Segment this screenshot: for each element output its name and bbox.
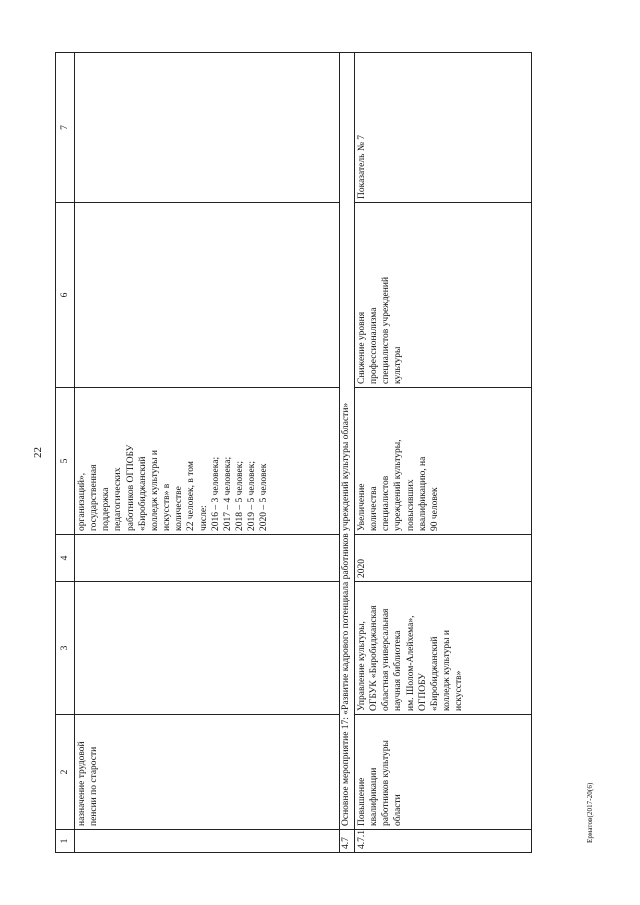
cell-consequences bbox=[75, 203, 340, 388]
header-col-2: 2 bbox=[56, 715, 75, 830]
table-row-continued bbox=[75, 53, 340, 853]
header-col-5: 5 bbox=[56, 388, 75, 535]
header-col-4: 4 bbox=[56, 535, 75, 582]
header-row bbox=[56, 53, 75, 853]
header-col-1: 1 bbox=[56, 830, 75, 853]
cell-executor bbox=[75, 582, 340, 715]
cell-measure-name: Повышение квалификации работников культуры области bbox=[355, 715, 532, 830]
program-table bbox=[55, 52, 532, 853]
cell-measure-name: назначение трудовой пенсии по старости bbox=[75, 715, 340, 830]
header-col-3: 3 bbox=[56, 582, 75, 715]
section-number: 4.7 bbox=[340, 830, 355, 853]
cell-number: 4.7.1 bbox=[355, 830, 532, 853]
cell-deadline bbox=[75, 535, 340, 582]
cell-expected-result: Увеличение количества специалистов учреждений культуры, повысивших квалификацию, на 90 человек bbox=[355, 388, 532, 535]
cell-executor: Управление культуры, ОГБУК «Биробиджанская областная универсальная научная библиотека им. Шолом-Алейхема», ОГПОБУ «Биробиджанский колледж культуры и искусств» bbox=[355, 582, 532, 715]
cell-number bbox=[75, 830, 340, 853]
table-row-4-7-1 bbox=[355, 53, 532, 853]
cell-consequences: Снижение уровня профессионализма специалистов учреждений культуры bbox=[355, 203, 532, 388]
cell-indicator-link bbox=[75, 53, 340, 203]
cell-expected-result: организаций», государственная поддержка педагогических работников ОГПОБУ «Биробиджанский колледж культуры и искусств» в количестве 22 человек, в том числе: 2016 – 3 человека; 2017 – 4 человека; 2018 – 5 человек; 2019 – 5 человек; 2020 – 5 человек bbox=[75, 388, 340, 535]
cell-indicator-link: Показатель № 7 bbox=[355, 53, 532, 203]
section-row bbox=[340, 53, 355, 853]
section-title: Основное мероприятие 17: «Развитие кадрового потенциала работников учреждений культуры области» bbox=[340, 53, 355, 830]
header-col-7: 7 bbox=[56, 53, 75, 203]
cell-deadline: 2020 bbox=[355, 535, 532, 582]
document-stamp: Ерматов(2017-20(6) bbox=[586, 782, 594, 843]
page-number: 22 bbox=[32, 447, 44, 458]
header-col-6: 6 bbox=[56, 203, 75, 388]
